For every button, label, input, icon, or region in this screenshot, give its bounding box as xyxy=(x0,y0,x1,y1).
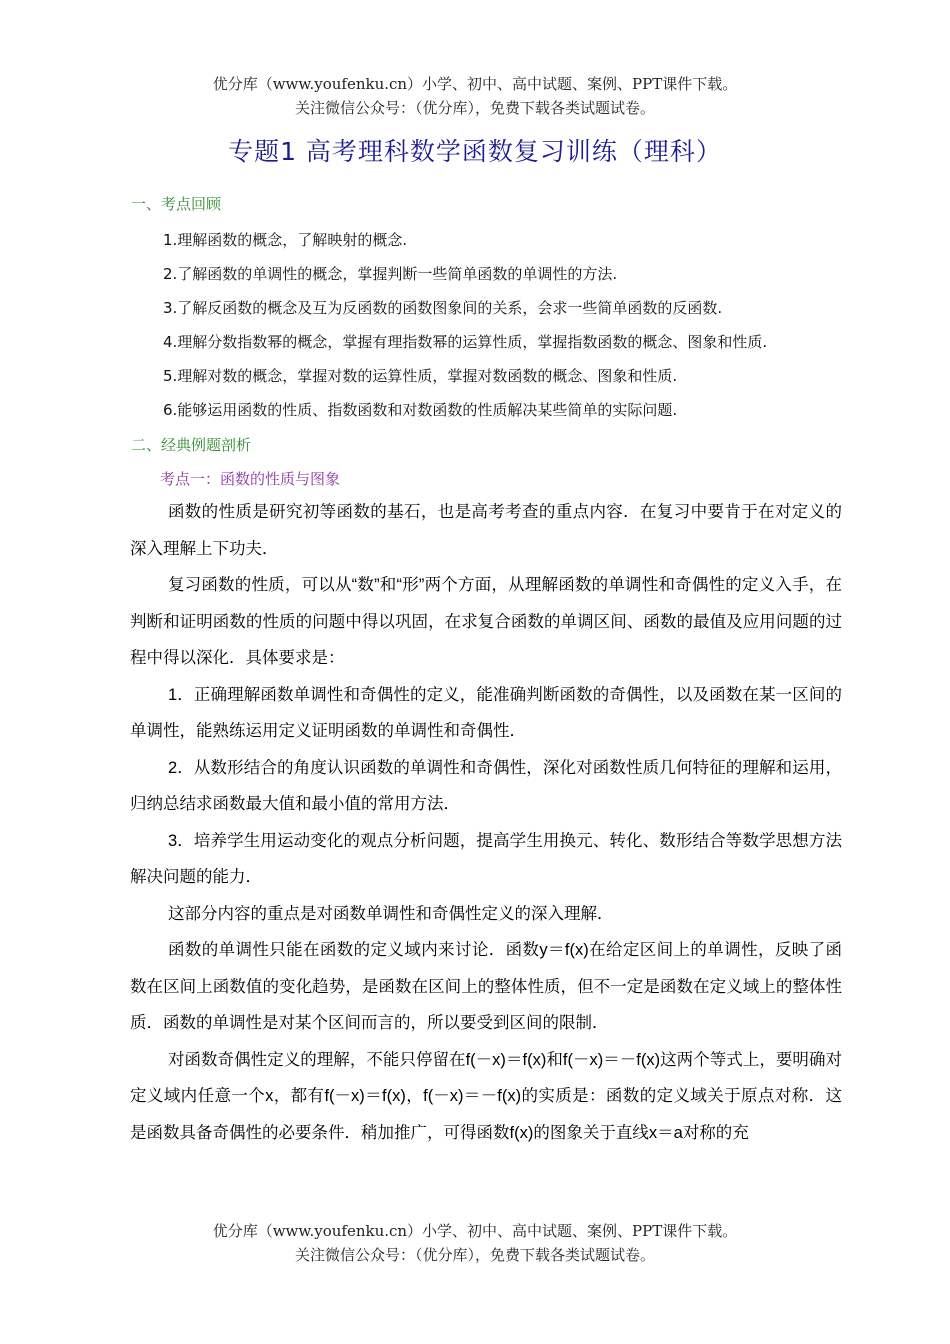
body-text xyxy=(130,494,842,1151)
review-item: 6.能够运用函数的性质、指数函数和对数函数的性质解决某些简单的实际问题. xyxy=(163,401,678,419)
footer-line-1: 优分库（www.youfenku.cn）小学、初中、高中试题、案例、PPT课件下载。 xyxy=(212,1222,738,1240)
paragraph: 复习函数的性质，可以从“数”和“形”两个方面，从理解函数的单调性和奇偶性的定义入手，在判断和证明函数的性质的问题中得以巩固，在求复合函数的单调区间、函数的最值及应用问题的过程中得以深化．具体要求是： xyxy=(130,576,842,667)
footer-line-2: 关注微信公众号：（优分库），免费下载各类试题试卷。 xyxy=(294,1246,655,1264)
paragraph: 函数的性质是研究初等函数的基石，也是高考考查的重点内容．在复习中要肯于在对定义的深入理解上下功夫． xyxy=(130,503,842,558)
review-item: 2.了解函数的单调性的概念，掌握判断一些简单函数的单调性的方法. xyxy=(163,265,618,283)
page-title: 专题1 高考理科数学函数复习训练（理科） xyxy=(228,137,722,166)
header-line-1: 优分库（www.youfenku.cn）小学、初中、高中试题、案例、PPT课件下载。 xyxy=(212,75,738,93)
review-item: 1.理解函数的概念，了解映射的概念. xyxy=(163,231,408,249)
review-item: 3.了解反函数的概念及互为反函数的函数图象间的关系，会求一些简单函数的反函数. xyxy=(163,299,723,317)
paragraph: 1．正确理解函数单调性和奇偶性的定义，能准确判断函数的奇偶性，以及函数在某一区间的单调性，能熟练运用定义证明函数的单调性和奇偶性． xyxy=(130,685,842,740)
review-item: 5.理解对数的概念，掌握对数的运算性质，掌握对数函数的概念、图象和性质. xyxy=(163,367,678,385)
review-item: 4.理解分数指数幂的概念，掌握有理指数幂的运算性质，掌握指数函数的概念、图象和性质. xyxy=(163,333,768,351)
paragraph: 这部分内容的重点是对函数单调性和奇偶性定义的深入理解． xyxy=(167,904,614,923)
subsection-heading: 考点一：函数的性质与图象 xyxy=(160,470,341,488)
section-heading-review: 一、考点回顾 xyxy=(131,195,222,213)
section-heading-examples: 二、经典例题剖析 xyxy=(131,436,252,454)
paragraph: 3．培养学生用运动变化的观点分析问题，提高学生用换元、转化、数形结合等数学思想方法解决问题的能力． xyxy=(130,831,842,886)
paragraph: 对函数奇偶性定义的理解，不能只停留在f(－x)＝f(x)和f(－x)＝－f(x)这两个等式上，要明确对定义域内任意一个x，都有f(－x)＝f(x)，f(－x)＝－f(x)的实质是：函数的定义域关于原点对称．这是函数具备奇偶性的必要条件．稍加推广，可得函数f(x)的图象关于直线x＝a对称的充 xyxy=(130,1050,842,1142)
header-line-2: 关注微信公众号：（优分库），免费下载各类试题试卷。 xyxy=(294,99,655,117)
paragraph: 2．从数形结合的角度认识函数的单调性和奇偶性，深化对函数性质几何特征的理解和运用，归纳总结求函数最大值和最小值的常用方法． xyxy=(130,758,842,813)
paragraph: 函数的单调性只能在函数的定义域内来讨论．函数y＝f(x)在给定区间上的单调性，反映了函数在区间上函数值的变化趋势，是函数在区间上的整体性质，但不一定是函数在定义域上的整体性质．函数的单调性是对某个区间而言的，所以要受到区间的限制． xyxy=(130,941,842,1032)
